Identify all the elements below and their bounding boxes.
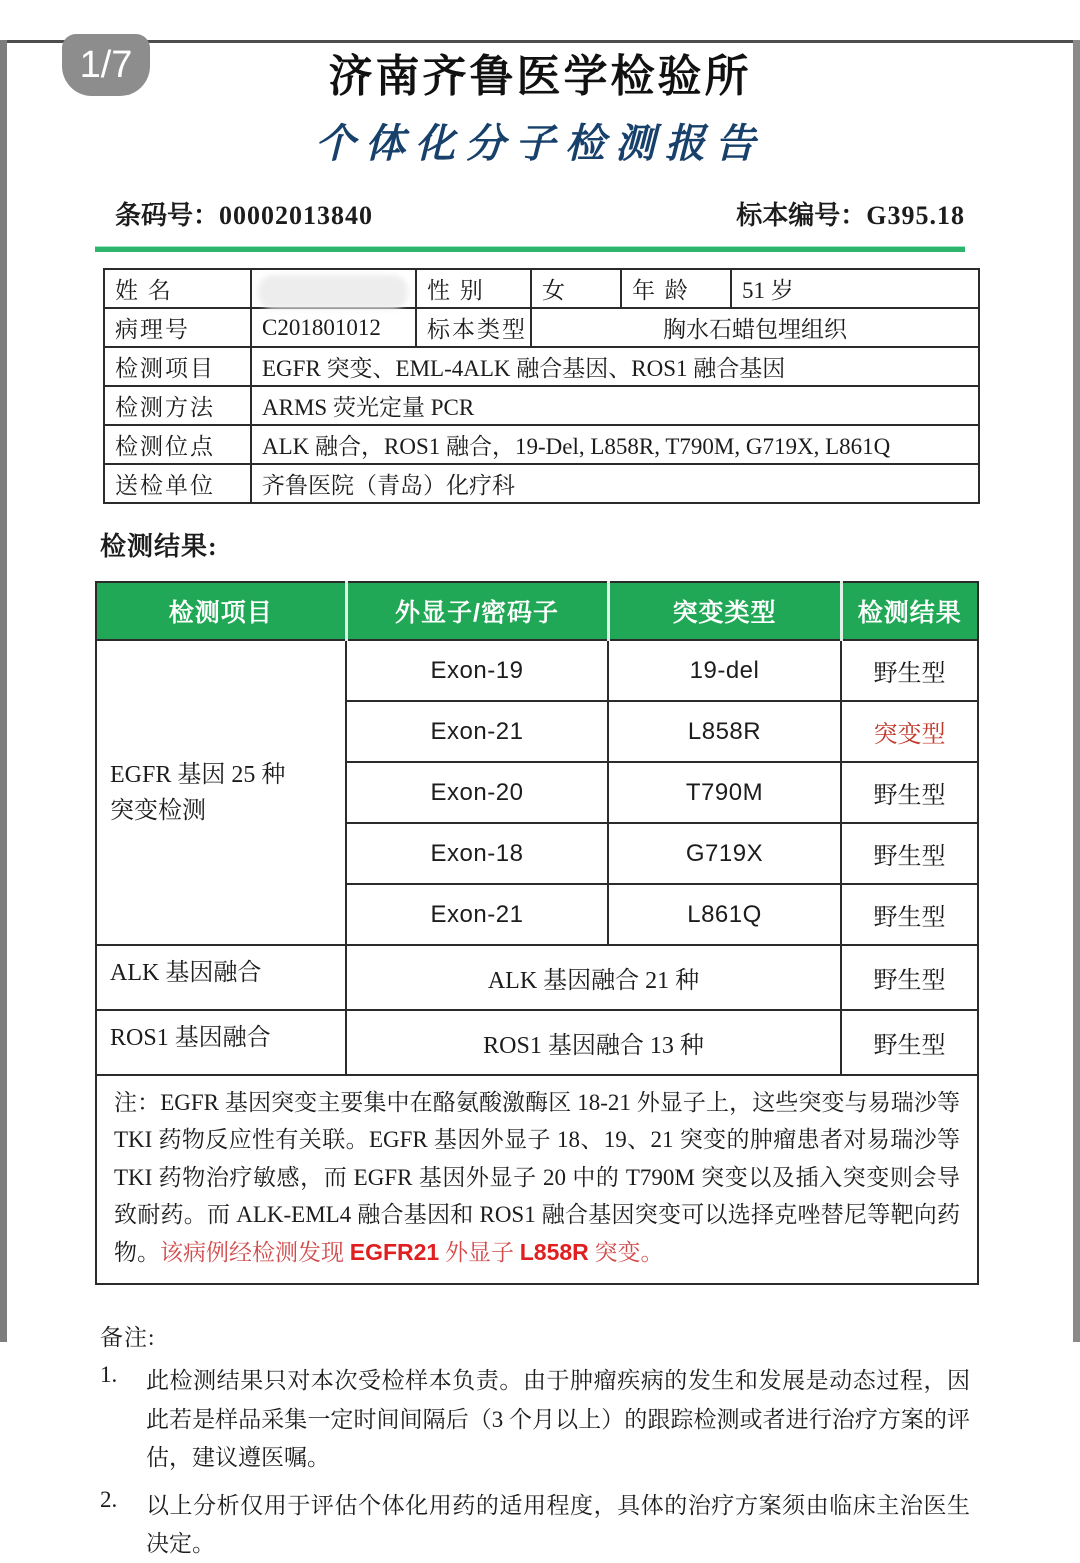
page-counter-badge (62, 34, 150, 96)
col-header-result: 检测结果 (841, 582, 978, 640)
col-header-mutation-type: 突变类型 (608, 582, 841, 640)
exon-cell: Exon-20 (346, 762, 608, 823)
sample-no-value: G395.18 (866, 201, 965, 230)
photo-edge-left (0, 40, 7, 1342)
age-value: 51 岁 (731, 269, 979, 308)
patient-row-sender (104, 464, 979, 503)
name-value-redacted (251, 269, 416, 308)
remark-item (100, 1487, 970, 1563)
egfr-group-label-line1: EGFR 基因 25 种 (110, 761, 286, 788)
table-row-alk (96, 945, 978, 1010)
mutation-cell: L861Q (608, 884, 841, 945)
report-title: 个体化分子检测报告 (315, 120, 765, 167)
pathology-value: C201801012 (251, 308, 416, 347)
photo-edge-right (1073, 40, 1080, 1342)
result-cell: 野生型 (841, 823, 978, 884)
ros1-row-label: ROS1 基因融合 (96, 1010, 346, 1075)
result-cell: 野生型 (841, 640, 978, 701)
photo-edge-top (0, 40, 1080, 43)
col-header-exon: 外显子/密码子 (346, 582, 608, 640)
age-label: 年 龄 (621, 269, 731, 308)
col-header-item: 检测项目 (96, 582, 346, 640)
patient-row-sites (104, 425, 979, 464)
result-cell-mutant: 突变型 (841, 701, 978, 762)
redaction-blur (258, 275, 408, 309)
pathology-label: 病理号 (104, 308, 251, 347)
remark-item (100, 1362, 970, 1477)
green-divider-line (95, 246, 965, 252)
barcode-label: 条码号： (115, 201, 220, 230)
patient-row-identity (104, 269, 979, 308)
note-red-text: 该病例经检测发现 (160, 1239, 350, 1265)
alk-row-label: ALK 基因融合 (96, 945, 346, 1010)
sites-value: ALK 融合，ROS1 融合，19-Del, L858R, T790M, G719X, L861Q (251, 425, 979, 464)
name-label: 姓 名 (104, 269, 251, 308)
results-header-row (96, 582, 978, 640)
gender-value: 女 (531, 269, 621, 308)
note-red-text: 外显子 (439, 1239, 520, 1265)
note-red-text: 突变。 (588, 1239, 664, 1265)
results-heading: 检测结果: (100, 532, 218, 561)
barcode-row (115, 195, 965, 232)
page-counter-label: 1/7 (79, 43, 133, 86)
mutation-cell: L858R (608, 701, 841, 762)
results-table (95, 581, 979, 1076)
patient-row-pathology (104, 308, 979, 347)
result-cell: 野生型 (841, 945, 978, 1010)
sample-no-field (736, 195, 965, 232)
ros1-panel-cell: ROS1 基因融合 13 种 (346, 1010, 841, 1075)
exon-cell: Exon-21 (346, 884, 608, 945)
table-row-egfr-1 (96, 640, 978, 701)
remarks-heading: 备注: (100, 1325, 156, 1351)
barcode-field (115, 195, 373, 232)
sample-type-label: 标本类型 (416, 308, 531, 347)
note-black-text: 注：EGFR 基因突变主要集中在酪氨酸激酶区 18-21 外显子上，这些突变与易瑞沙等 TKI 药物反应性有关联。EGFR 基因外显子 18、19、21 突变的肿瘤患者对易瑞沙等 TKI 药物治疗敏感，而 EGFR 基因外显子 20 中的 T790M 突变以及插入突变则会导致耐药。而 ALK-EML4 融合基因和 ROS1 融合基因突变可以选择克唑替尼等靶向药物。 (114, 1090, 960, 1265)
mutation-cell: 19-del (608, 640, 841, 701)
remark-number: 1. (100, 1362, 118, 1388)
items-value: EGFR 突变、EML-4ALK 融合基因、ROS1 融合基因 (251, 347, 979, 386)
remark-text: 以上分析仅用于评估个体化用药的适用程度，具体的治疗方案须由临床主治医生决定。 (146, 1492, 970, 1557)
remark-number: 2. (100, 1486, 118, 1512)
result-cell: 野生型 (841, 762, 978, 823)
result-cell: 野生型 (841, 1010, 978, 1075)
gender-label: 性 别 (416, 269, 531, 308)
patient-row-method (104, 386, 979, 425)
patient-row-items (104, 347, 979, 386)
exon-cell: Exon-19 (346, 640, 608, 701)
method-value: ARMS 荧光定量 PCR (251, 386, 979, 425)
note-red-emphasis-gene: EGFR21 (349, 1238, 440, 1265)
method-label: 检测方法 (104, 386, 251, 425)
barcode-value: 00002013840 (219, 201, 374, 230)
remark-text: 此检测结果只对本次受检样本负责。由于肿瘤疾病的发生和发展是动态过程，因此若是样品采集一定时间间隔后（3 个月以上）的跟踪检测或者进行治疗方案的评估，建议遵医嘱。 (146, 1368, 970, 1470)
table-row-ros1 (96, 1010, 978, 1075)
sender-label: 送检单位 (104, 464, 251, 503)
sites-label: 检测位点 (104, 425, 251, 464)
sample-no-label: 标本编号： (736, 201, 867, 230)
remarks-section (100, 1319, 970, 1563)
report-page (0, 40, 1080, 1557)
exon-cell: Exon-18 (346, 823, 608, 884)
interpretation-note (95, 1074, 979, 1285)
note-red-emphasis-mutation: L858R (519, 1238, 589, 1265)
result-cell: 野生型 (841, 884, 978, 945)
alk-panel-cell: ALK 基因融合 21 种 (346, 945, 841, 1010)
patient-info-table (103, 268, 980, 504)
organization-title: 济南齐鲁医学检验所 (328, 52, 752, 101)
mutation-cell: G719X (608, 823, 841, 884)
egfr-group-label (96, 640, 346, 945)
mutation-cell: T790M (608, 762, 841, 823)
items-label: 检测项目 (104, 347, 251, 386)
sample-type-value: 胸水石蜡包埋组织 (531, 308, 979, 347)
sender-value: 齐鲁医院（青岛）化疗科 (251, 464, 979, 503)
egfr-group-label-line2: 突变检测 (110, 797, 206, 824)
exon-cell: Exon-21 (346, 701, 608, 762)
